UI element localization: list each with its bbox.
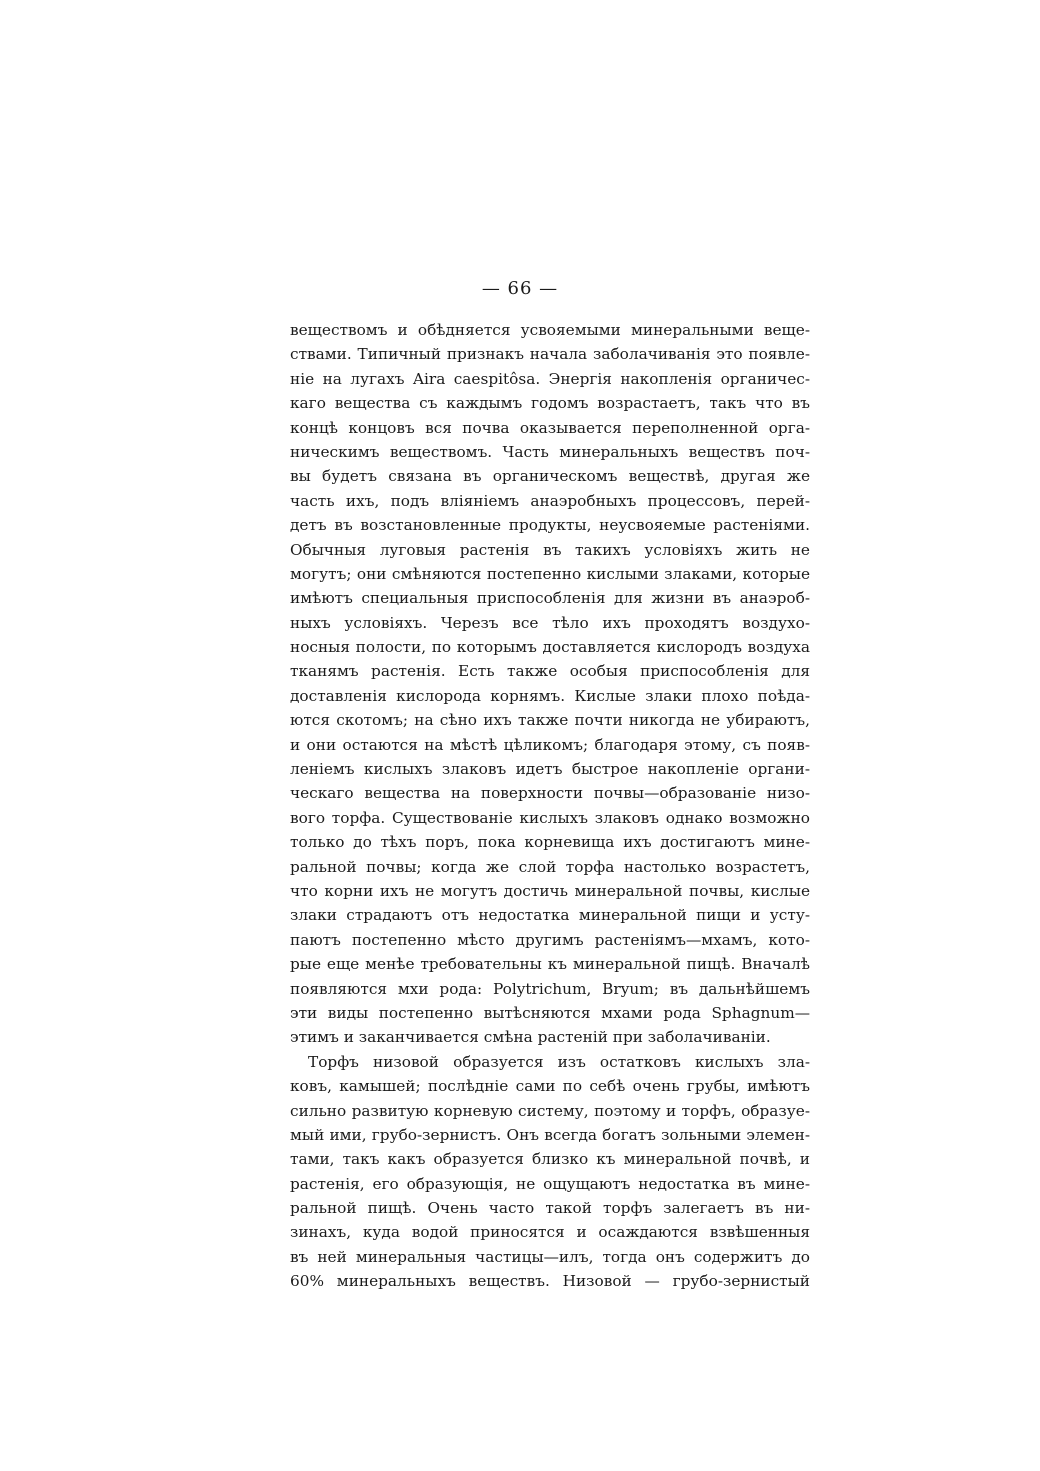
text-line: мый ими, грубо-зернистъ. Онъ всегда богатъ зольными элемен-: [290, 1125, 810, 1144]
text-line: растенія, его образующія, не ощущаютъ недостатка въ мине-: [290, 1174, 810, 1193]
text-line: и они остаются на мѣстѣ цѣликомъ; благодаря этому, съ появ-: [290, 735, 810, 754]
text-line: вы будетъ связана въ органическомъ веществѣ, другая же: [290, 467, 810, 486]
text-line: часть ихъ, подъ вліяніемъ анаэробныхъ процессовъ, перей-: [290, 491, 810, 510]
text-line: появляются мхи рода: Polytrichum, Bryum; въ дальнѣйшемъ: [290, 979, 810, 998]
text-line: что корни ихъ не могутъ достичь минеральной почвы, кислые: [290, 881, 810, 900]
text-line: ральной пищѣ. Очень часто такой торфъ залегаетъ въ ни-: [290, 1199, 810, 1218]
text-line: 60% минеральныхъ веществъ. Низовой — грубо-зернистый: [290, 1272, 810, 1291]
text-line: ральной почвы; когда же слой торфа настолько возрастетъ,: [290, 857, 810, 876]
text-line: этимъ и заканчивается смѣна растеній при заболачиваніи.: [290, 1028, 771, 1047]
text-line: могутъ; они смѣняются постепенно кислыми злаками, которые: [290, 564, 810, 583]
text-line: эти виды постепенно вытѣсняются мхами рода Sphagnum—: [290, 1003, 810, 1022]
text-line: злаки страдаютъ отъ недостатка минеральной пищи и усту-: [290, 906, 810, 925]
text-line: доставленія кислорода корнямъ. Кислые злаки плохо поѣда-: [290, 686, 810, 705]
text-line: вого торфа. Существованіе кислыхъ злаковъ однако возможно: [290, 808, 810, 827]
paragraph: [290, 1050, 810, 1294]
text-line: паютъ постепенно мѣсто другимъ растеніямъ—мхамъ, кото-: [290, 930, 810, 949]
text-line: ническимъ веществомъ. Часть минеральныхъ веществъ поч-: [290, 442, 810, 461]
text-line: зинахъ, куда водой приносятся и осаждаются взвѣшенныя: [290, 1223, 810, 1242]
text-line: тами, такъ какъ образуется близко къ минеральной почвѣ, и: [290, 1150, 810, 1169]
text-line: Обычныя луговыя растенія въ такихъ условіяхъ жить не: [290, 540, 810, 559]
text-line: каго вещества съ каждымъ годомъ возрастаетъ, такъ что въ: [290, 394, 810, 413]
text-line: только до тѣхъ поръ, пока корневища ихъ достигаютъ мине-: [290, 833, 810, 852]
text-line: Торфъ низовой образуется изъ остатковъ кислыхъ зла-: [308, 1052, 810, 1071]
text-line: ныхъ условіяхъ. Черезъ все тѣло ихъ проходятъ воздухо-: [290, 613, 810, 632]
text-line: детъ въ возстановленные продукты, неусвояемые растеніями.: [290, 516, 810, 535]
text-line: рые еще менѣе требовательны къ минеральной пищѣ. Вначалѣ: [290, 955, 810, 974]
text-line: ніе на лугахъ Aira caespitôsa. Энергія накопленія органичес-: [290, 369, 810, 388]
paragraph: [290, 318, 810, 1050]
text-line: концѣ концовъ вся почва оказывается переполненной орга-: [290, 418, 810, 437]
text-line: ствами. Типичный признакъ начала заболачиванія это появле-: [290, 345, 810, 364]
text-line: ческаго вещества на поверхности почвы—образованіе низо-: [290, 784, 810, 803]
text-line: тканямъ растенія. Есть также особыя приспособленія для: [290, 662, 810, 681]
body-text: [290, 318, 810, 1294]
text-line: въ ней минеральныя частицы—илъ, тогда онъ содержитъ до: [290, 1247, 810, 1266]
text-line: леніемъ кислыхъ злаковъ идетъ быстрое накопленіе органи-: [290, 760, 810, 779]
text-line: имѣютъ специальныя приспособленія для жизни въ анаэроб-: [290, 589, 810, 608]
text-line: веществомъ и обѣдняется усвояемыми минеральными веще-: [290, 321, 810, 339]
text-line: ются скотомъ; на сѣно ихъ также почти никогда не убираютъ,: [290, 711, 810, 730]
text-line: ковъ, камышей; послѣдніе сами по себѣ очень грубы, имѣютъ: [290, 1077, 810, 1096]
page-number: — 66 —: [481, 278, 559, 299]
text-line: сильно развитую корневую систему, поэтому и торфъ, образуе-: [290, 1101, 810, 1120]
text-line: носныя полости, по которымъ доставляется кислородъ воздуха: [290, 638, 810, 657]
